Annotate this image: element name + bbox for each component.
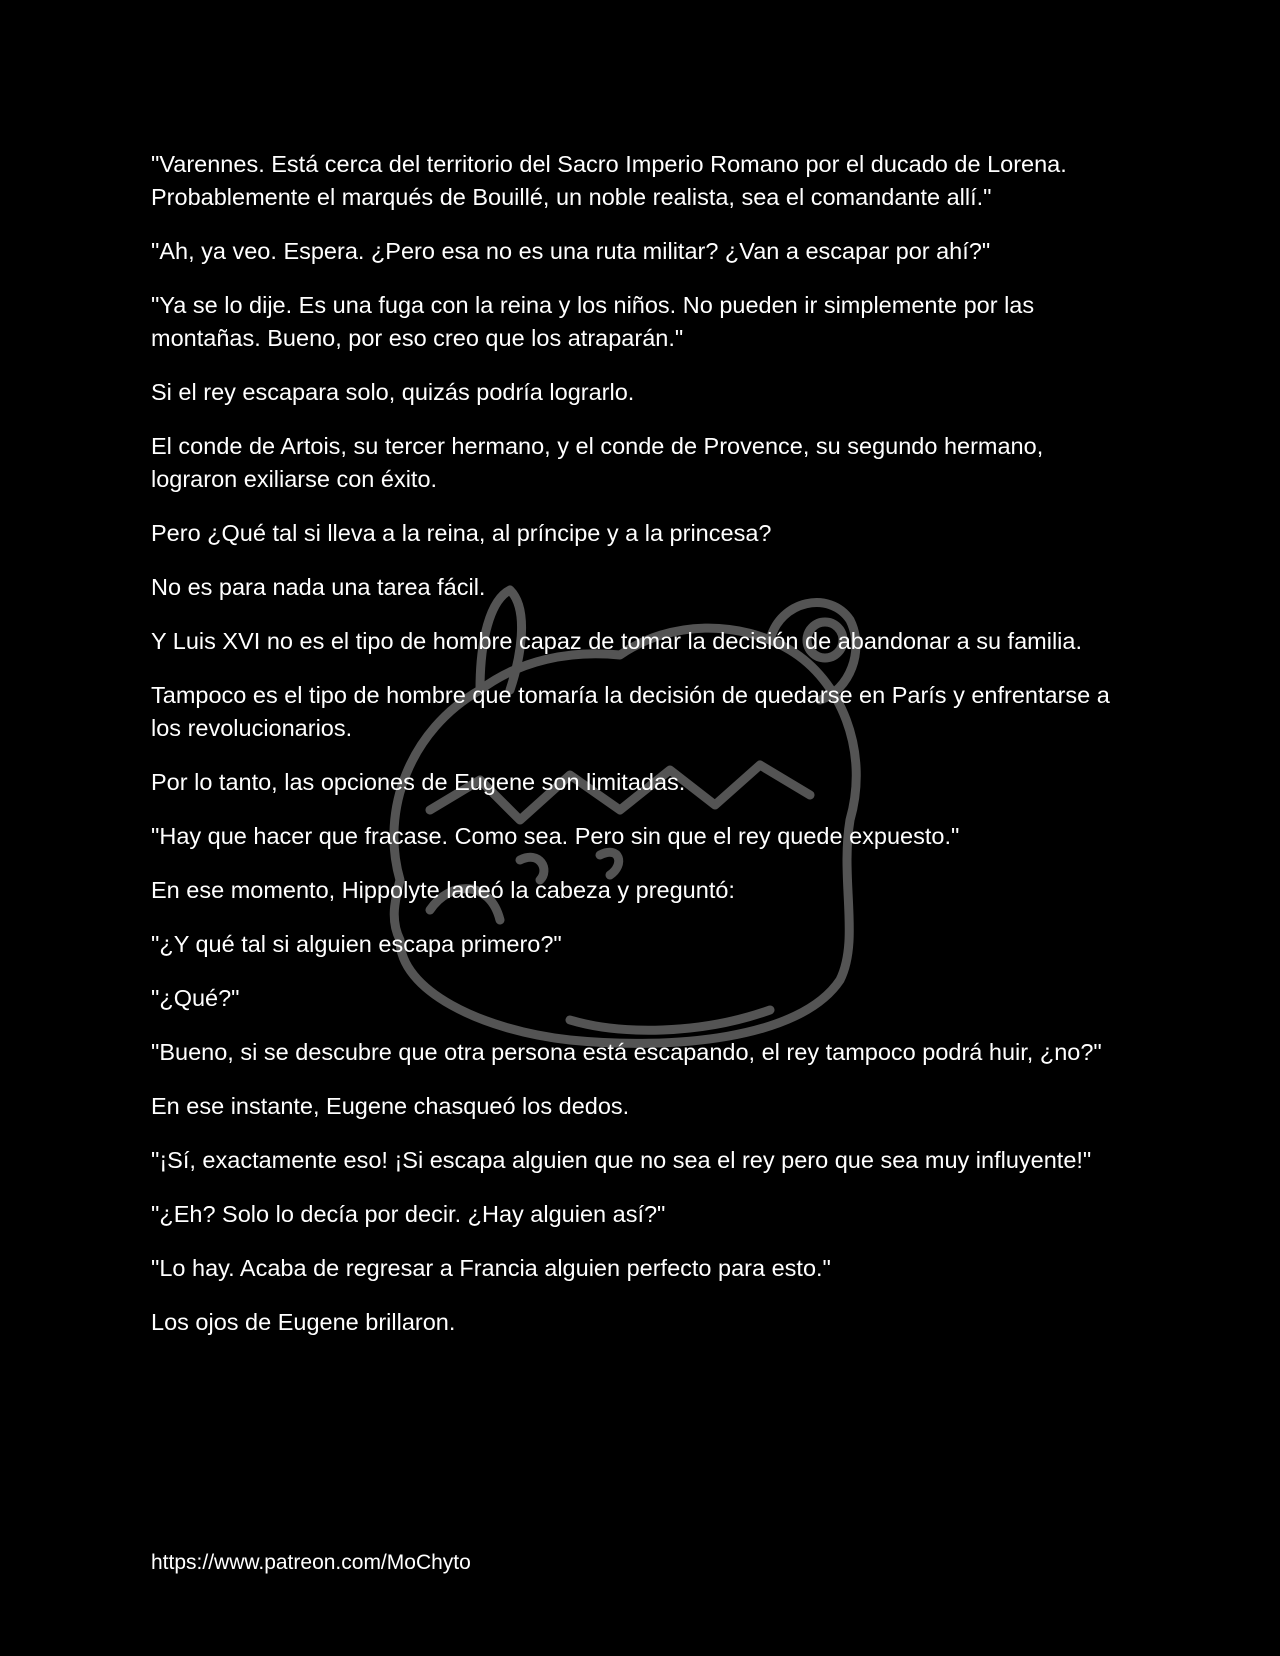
patreon-link[interactable]: https://www.patreon.com/MoChyto [151,1551,471,1574]
paragraph: Pero ¿Qué tal si lleva a la reina, al príncipe y a la princesa? [151,520,772,546]
paragraph: En ese momento, Hippolyte ladeó la cabeza y preguntó: [151,877,735,903]
paragraph: "Varennes. Está cerca del territorio del Sacro Imperio Romano por el ducado de Lorena. Probablemente el marqués de Bouillé, un noble realista, sea el comandante allí." [151,151,1067,210]
paragraph: Por lo tanto, las opciones de Eugene son limitadas. [151,769,686,795]
paragraph: "¿Y qué tal si alguien escapa primero?" [151,931,562,957]
paragraph: "Ah, ya veo. Espera. ¿Pero esa no es una ruta militar? ¿Van a escapar por ahí?" [151,238,991,264]
paragraph: "Ya se lo dije. Es una fuga con la reina y los niños. No pueden ir simplemente por las montañas. Bueno, por eso creo que los atraparán." [151,292,1035,351]
paragraph: En ese instante, Eugene chasqueó los dedos. [151,1093,630,1119]
paragraph: Los ojos de Eugene brillaron. [151,1309,456,1335]
paragraph: El conde de Artois, su tercer hermano, y el conde de Provence, su segundo hermano, lograron exiliarse con éxito. [151,433,1044,492]
paragraph: "Lo hay. Acaba de regresar a Francia alguien perfecto para esto." [151,1255,831,1281]
paragraph: "¿Qué?" [151,985,240,1011]
paragraph: Si el rey escapara solo, quizás podría lograrlo. [151,379,635,405]
paragraph: "¿Eh? Solo lo decía por decir. ¿Hay alguien así?" [151,1201,666,1227]
paragraph: Tampoco es el tipo de hombre que tomaría la decisión de quedarse en París y enfrentarse a los revolucionarios. [151,682,1110,741]
paragraph: "¡Sí, exactamente eso! ¡Si escapa alguien que no sea el rey pero que sea muy influyente!" [151,1147,1092,1173]
paragraph: "Bueno, si se descubre que otra persona está escapando, el rey tampoco podrá huir, ¿no?" [151,1039,1102,1065]
paragraph: Y Luis XVI no es el tipo de hombre capaz de tomar la decisión de abandonar a su familia. [151,628,1082,654]
paragraph: "Hay que hacer que fracase. Como sea. Pero sin que el rey quede expuesto." [151,823,960,849]
chapter-text [151,148,1131,1360]
paragraph: No es para nada una tarea fácil. [151,574,486,600]
